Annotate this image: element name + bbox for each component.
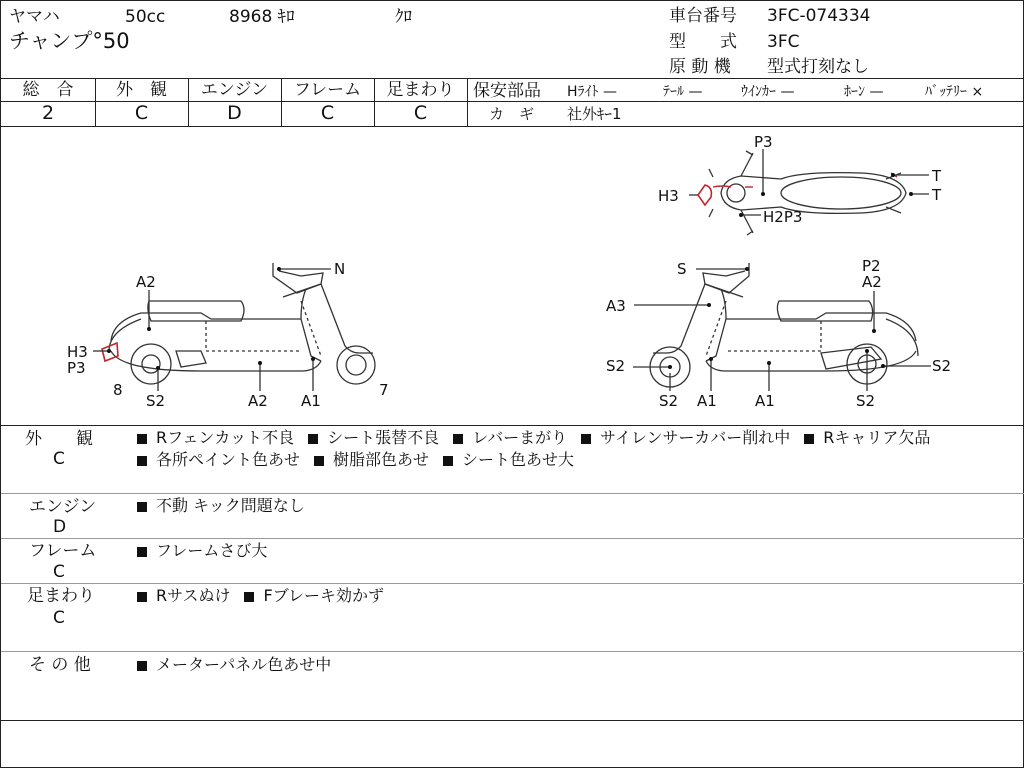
remark-item: Rサスぬけ [156,586,231,605]
frame-number: 3FC-074334 [767,6,871,26]
remark-item: Fブレーキ効かず [263,586,385,605]
grade-suspension: C [413,102,428,124]
remark-label-frame: フレーム [29,541,97,561]
grade-exterior: C [134,102,149,124]
header-divider [1,78,1024,79]
left-label-a1: A1 [301,392,321,410]
left-label-7: 7 [379,381,389,399]
safety-parts-label: 保安部品 [473,81,541,101]
safety-item-taillight: ﾃｰﾙ — [663,84,703,100]
top-view-leader-lines [689,149,929,215]
remark-item: 不動 キック問題なし [156,496,305,515]
remark-label-suspension: 足まわり [27,586,95,606]
remark-item: サイレンサーカバー削れ中 [600,428,791,447]
right-label-p2: P2 [862,257,881,275]
remark-item: シート張替不良 [327,428,440,447]
model-name: チャンプ°50 [9,29,130,53]
remark-item: フレームさび大 [156,541,268,560]
top-label-p3: P3 [754,133,773,151]
grade-engine: D [227,102,242,124]
bullet-icon [581,434,591,444]
left-label-h3: H3 [67,343,88,361]
bullet-icon [137,434,147,444]
right-view-markers [668,267,885,369]
grade-header-exterior: 外 観 [116,80,167,100]
remark-label-exterior: 外 観 [25,429,93,449]
grid-line [1,425,1024,426]
remark-grade-frame: C [53,562,65,582]
right-label-s: S [677,260,687,278]
remark-grade-exterior: C [53,449,65,469]
grade-frame: C [320,102,335,124]
safety-item-winker: ｳｲﾝｶｰ — [741,84,795,100]
grade-header-frame: フレーム [293,80,362,100]
displacement: 50cc [125,7,166,27]
right-label-s2-front: S2 [659,392,679,410]
bullet-icon [308,434,318,444]
left-label-a2-bottom: A2 [248,392,268,410]
safety-item-horn: ﾎｰﾝ — [844,84,884,100]
top-label-h2p3: H2P3 [763,208,803,226]
grade-header-total: 総 合 [22,80,74,100]
remark-item: メーターパネル色あせ中 [156,655,332,674]
grid-line [1,720,1024,721]
grid-line [467,78,468,126]
bullet-icon [137,456,147,466]
left-view-leader-lines [93,269,331,391]
bullet-icon [244,592,254,602]
grid-line [1,493,1024,494]
odometer: 8968 ｷﾛ [229,7,295,27]
right-label-a3: A3 [606,297,626,315]
bullet-icon [314,456,324,466]
grid-line [1,651,1024,652]
remark-line-other [137,655,331,675]
damage-diagram [1,127,1024,425]
remark-item: シート色あせ大 [462,450,575,469]
bullet-icon [137,502,147,512]
grade-header-suspension: 足まわり [386,80,455,100]
right-label-a1-front: A1 [697,392,717,410]
model-type-label: 型 式 [669,32,737,52]
right-label-s2-left: S2 [606,357,626,375]
grade-header-engine: エンジン [200,80,269,100]
grid-line [1,583,1024,584]
remark-line-suspension [137,586,384,606]
right-label-a2: A2 [862,273,882,291]
remark-item: Rキャリア欠品 [823,428,931,447]
top-label-t-upper: T [932,167,942,185]
bullet-icon [443,456,453,466]
right-label-s2-rear: S2 [856,392,876,410]
remark-line-exterior-1 [137,428,930,448]
body-color: ｸﾛ [395,7,412,27]
engine-type: 型式打刻なし [767,57,869,77]
bullet-icon [137,661,147,671]
remark-item: Rフェンカット不良 [156,428,295,447]
bullet-icon [804,434,814,444]
key-label: カ ギ [489,105,535,123]
bullet-icon [453,434,463,444]
left-label-8: 8 [113,381,123,399]
bullet-icon [137,592,147,602]
remark-item: 各所ペイント色あせ [156,450,301,469]
model-type: 3FC [767,32,800,52]
left-label-a2-top: A2 [136,273,156,291]
left-label-s2: S2 [146,392,166,410]
remark-grade-engine: D [53,517,67,537]
remark-label-other: そ の 他 [29,655,91,675]
remark-label-engine: エンジン [29,497,97,517]
remark-line-engine [137,496,305,516]
remark-item: レバーまがり [472,428,568,447]
grade-total: 2 [41,102,55,124]
safety-item-battery: ﾊﾞｯﾃﾘｰ × [925,84,984,100]
remark-item: 樹脂部色あせ [333,450,430,469]
top-label-h3: H3 [658,187,679,205]
right-label-a1-center: A1 [755,392,775,410]
maker: ヤマハ [9,7,60,27]
right-view-labels [606,257,951,410]
grid-line [1,538,1024,539]
remark-line-frame [137,541,267,561]
engine-type-label: 原 動 機 [669,57,731,77]
right-label-s2-right: S2 [932,357,952,375]
key-value: 社外ｷｰ1 [567,105,622,123]
bullet-icon [137,547,147,557]
left-label-n: N [334,260,346,278]
remark-grade-suspension: C [53,608,65,628]
left-label-p3: P3 [67,359,86,377]
top-label-t-lower: T [932,186,942,204]
frame-number-label: 車台番号 [669,6,737,26]
remark-line-exterior-2 [137,450,574,470]
safety-item-headlight: Hﾗｲﾄ — [567,84,617,100]
